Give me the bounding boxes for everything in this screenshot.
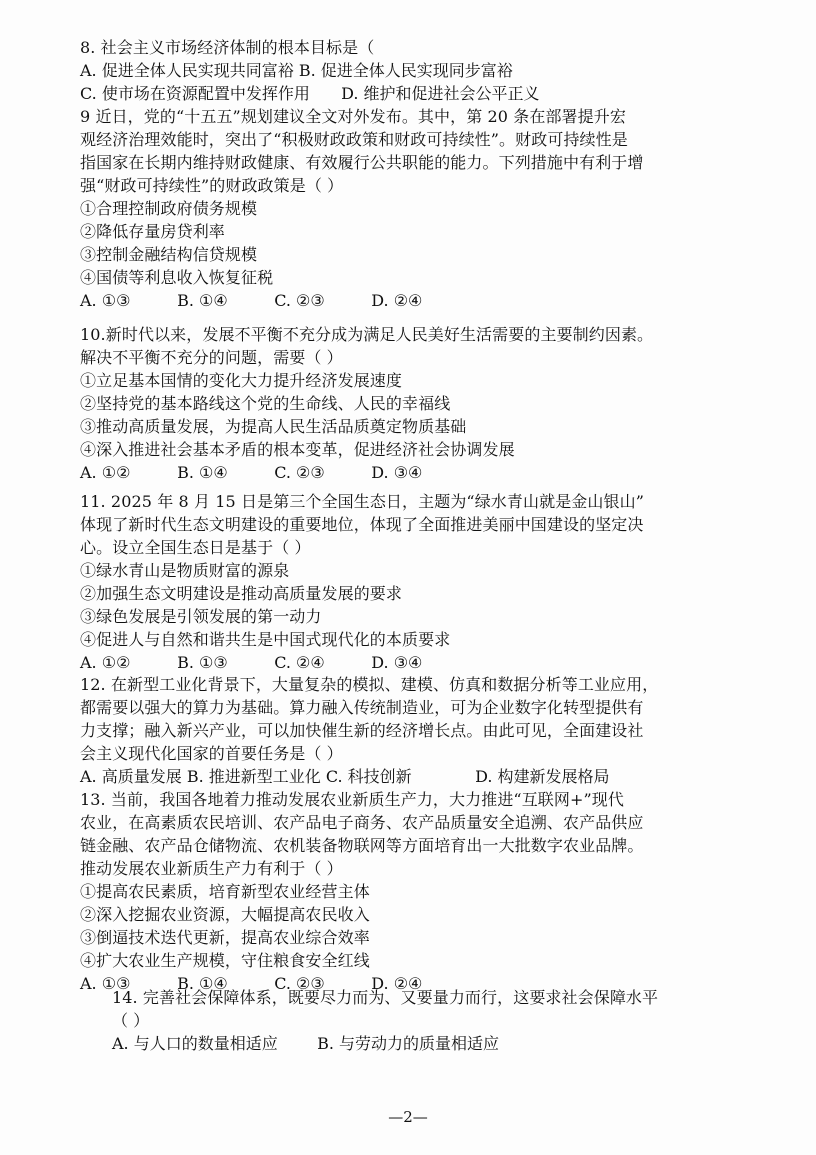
statement-item: ②加强生态文明建设是推动高质量发展的要求 (80, 584, 403, 603)
choice-c: C. ②③ (274, 291, 325, 310)
question-stem-line: 体现了新时代生态文明建设的重要地位，体现了全面推进美丽中国建设的坚定决 (80, 515, 644, 534)
question-stem-line: 12. 在新型工业化背景下，大量复杂的模拟、建模、仿真和数据分析等工业应用， (80, 675, 659, 694)
choice-a: A. ①② (80, 463, 131, 482)
question-stem-line: （ ） (112, 1011, 150, 1030)
choice-c: C. ②④ (274, 653, 325, 672)
statement-item: ②坚持党的基本路线这个党的生命线、人民的幸福线 (80, 394, 451, 413)
choices-row (80, 289, 720, 312)
question-stem-line: 链金融、农产品仓储物流、农机装备物联网等方面培育出一大批数字农业品牌。 (80, 836, 644, 855)
option-b: B. 与劳动力的质量相适应 (317, 1034, 500, 1053)
question-stem-line: 指国家在长期内维持财政健康、有效履行公共职能的能力。下列措施中有利于增 (80, 153, 644, 172)
statement-item: ③控制金融结构信贷规模 (80, 245, 258, 264)
statement-item: ①绿水青山是物质财富的源泉 (80, 561, 290, 580)
options-row (80, 765, 720, 788)
question-stem-line: 9 近日，党的“十五五”规划建议全文对外发布。其中，第 20 条在部署提升宏 (80, 107, 626, 126)
question-stem-line: 观经济治理效能时，突出了“积极财政政策和财政可持续性”。财政可持续性是 (80, 130, 628, 149)
statement-item: ④促进人与自然和谐共生是中国式现代化的本质要求 (80, 630, 451, 649)
question-13 (80, 788, 720, 995)
question-stem-line: 心。设立全国生态日是基于（ ） (80, 538, 311, 557)
question-stem-line: 都需要以强大的算力为基础。算力融入传统制造业，可为企业数字化转型提供有 (80, 698, 644, 717)
choice-b: B. ①④ (177, 974, 228, 993)
choices-row (80, 651, 720, 674)
question-stem-line: 8. 社会主义市场经济体制的根本目标是（ (80, 38, 375, 57)
choice-d: D. ②④ (371, 291, 423, 310)
question-stem-line: 强“财政可持续性”的财政政策是（ ） (80, 176, 344, 195)
statement-item: ③倒逼技术迭代更新，提高农业综合效率 (80, 928, 370, 947)
question-stem-line: 会主义现代化国家的首要任务是（ ） (80, 744, 343, 763)
option-d: D. 维护和促进社会公平正义 (341, 84, 540, 103)
question-12 (80, 673, 720, 788)
statement-item: ②深入挖掘农业资源，大幅提高农民收入 (80, 905, 370, 924)
statement-item: ④国债等利息收入恢复征税 (80, 268, 274, 287)
choice-b: B. ①④ (177, 291, 228, 310)
choice-d: D. ③④ (371, 463, 423, 482)
statement-item: ②降低存量房贷利率 (80, 222, 225, 241)
question-8 (80, 36, 720, 105)
question-stem-line: 13. 当前，我国各地着力推动发展农业新质生产力，大力推进“互联网+”现代 (80, 790, 624, 809)
statement-item: ③推动高质量发展，为提高人民生活品质奠定物质基础 (80, 417, 467, 436)
option-a: A. 与人口的数量相适应 (112, 1034, 278, 1053)
choice-a: A. ①③ (80, 974, 131, 993)
question-stem-line: 解决不平衡不充分的问题，需要（ ） (80, 348, 343, 367)
choice-d: D. ②④ (371, 974, 423, 993)
option-d: D. 构建新发展格局 (475, 767, 610, 786)
statement-item: ③绿色发展是引领发展的第一动力 (80, 607, 322, 626)
question-stem-line: 农业，在高素质农民培训、农产品电子商务、农产品质量安全追溯、农产品供应 (80, 813, 644, 832)
question-14 (112, 986, 712, 1055)
question-stem-line: 14. 完善社会保障体系，既要尽力而为、又要量力而行，这要求社会保障水平 (112, 988, 659, 1007)
question-stem-line: 10.新时代以来，发展不平衡不充分成为满足人民美好生活需要的主要制约因素。 (80, 325, 654, 344)
question-10 (80, 323, 720, 484)
choice-b: B. ①③ (177, 653, 228, 672)
option-text: A. 促进全体人民实现共同富裕 B. 促进全体人民实现同步富裕 (80, 61, 513, 80)
question-stem-line: 力支撑；融入新兴产业，可以加快催生新的经济增长点。由此可见，全面建设社 (80, 721, 644, 740)
choices-row (80, 461, 720, 484)
statement-item: ①立足基本国情的变化大力提升经济发展速度 (80, 371, 403, 390)
choice-a: A. ①③ (80, 291, 131, 310)
question-11 (80, 490, 720, 674)
statement-item: ④扩大农业生产规模，守住粮食安全红线 (80, 951, 370, 970)
statement-item: ④深入推进社会基本矛盾的根本变革，促进经济社会协调发展 (80, 440, 515, 459)
statement-item: ①合理控制政府债务规模 (80, 199, 258, 218)
options-row (80, 59, 720, 82)
question-9 (80, 105, 720, 312)
options-row (112, 1032, 712, 1055)
options-row (80, 82, 720, 105)
statement-item: ①提高农民素质，培育新型农业经营主体 (80, 882, 370, 901)
option-c: C. 使市场在资源配置中发挥作用 (80, 84, 310, 103)
option-abc: A. 高质量发展 B. 推进新型工业化 C. 科技创新 (80, 767, 412, 786)
question-stem-line: 11. 2025 年 8 月 15 日是第三个全国生态日，主题为“绿水青山就是金山银山” (80, 492, 644, 511)
choice-d: D. ③④ (371, 653, 423, 672)
question-stem-line: 推动发展农业新质生产力有利于（ ） (80, 859, 343, 878)
choice-c: C. ②③ (274, 463, 325, 482)
choice-c: C. ②③ (274, 974, 325, 993)
choice-b: B. ①④ (177, 463, 228, 482)
page-number: —2— (388, 1108, 428, 1126)
choice-a: A. ①② (80, 653, 131, 672)
